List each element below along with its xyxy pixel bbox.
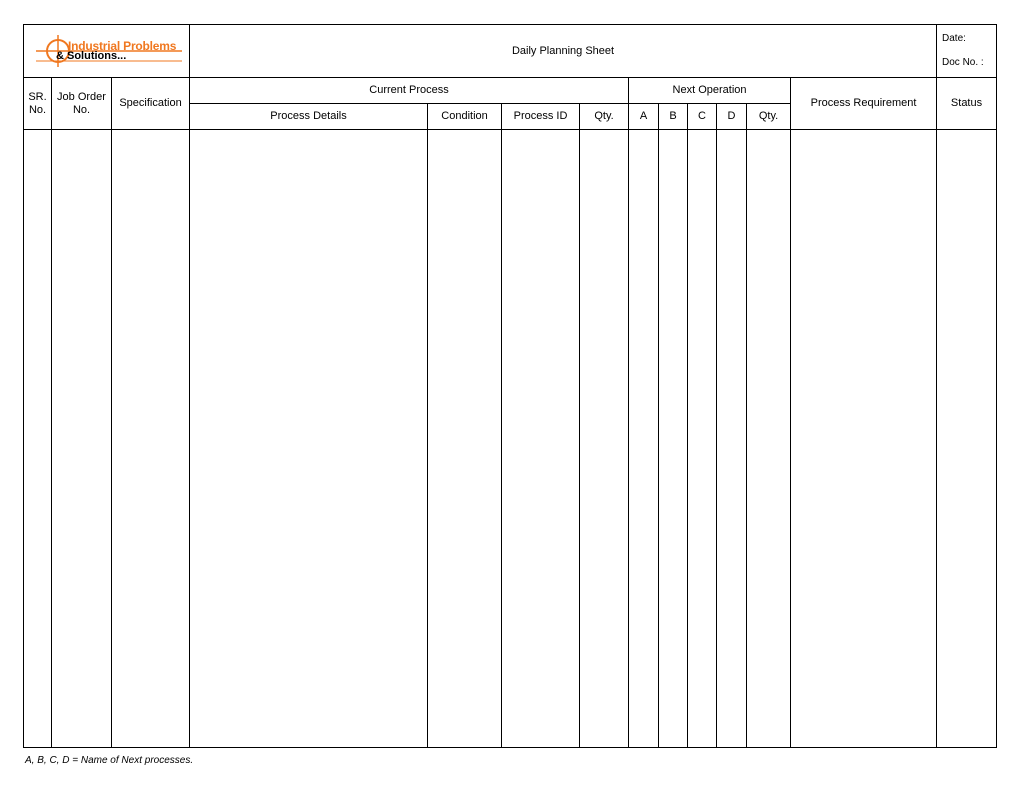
col-process-details: Process Details (190, 104, 428, 130)
cell-process-id[interactable] (502, 130, 580, 748)
col-d: D (717, 104, 747, 130)
col-sr-no: SR. No. (24, 78, 52, 130)
footnote: A, B, C, D = Name of Next processes. (25, 755, 194, 766)
col-a: A (629, 104, 659, 130)
cell-d[interactable] (717, 130, 747, 748)
planning-sheet-table (23, 24, 997, 748)
meta-cell (937, 25, 997, 78)
col-job-order-no: Job Order No. (52, 78, 112, 130)
col-process-id: Process ID (502, 104, 580, 130)
cell-job-order-no[interactable] (52, 130, 112, 748)
col-process-requirement: Process Requirement (791, 78, 937, 130)
col-specification: Specification (112, 78, 190, 130)
cell-b[interactable] (659, 130, 688, 748)
company-logo (32, 33, 190, 69)
col-c: C (688, 104, 717, 130)
logo-text-line2: & Solutions... (56, 50, 127, 62)
cell-specification[interactable] (112, 130, 190, 748)
cell-next-qty[interactable] (747, 130, 791, 748)
date-label: Date: (942, 33, 966, 44)
col-condition: Condition (428, 104, 502, 130)
doc-no-label: Doc No. : (942, 57, 984, 68)
cell-a[interactable] (629, 130, 659, 748)
table-row (24, 130, 997, 748)
cell-qty[interactable] (580, 130, 629, 748)
logo-cell (24, 25, 190, 78)
col-next-qty: Qty. (747, 104, 791, 130)
page-title: Daily Planning Sheet (190, 25, 937, 78)
col-next-operation: Next Operation (629, 78, 791, 104)
col-b: B (659, 104, 688, 130)
cell-process-details[interactable] (190, 130, 428, 748)
cell-condition[interactable] (428, 130, 502, 748)
logo-text-line1: Industrial Problems (68, 39, 177, 53)
cell-c[interactable] (688, 130, 717, 748)
cell-process-requirement[interactable] (791, 130, 937, 748)
cell-status[interactable] (937, 130, 997, 748)
col-status: Status (937, 78, 997, 130)
col-qty: Qty. (580, 104, 629, 130)
col-current-process: Current Process (190, 78, 629, 104)
cell-sr-no[interactable] (24, 130, 52, 748)
